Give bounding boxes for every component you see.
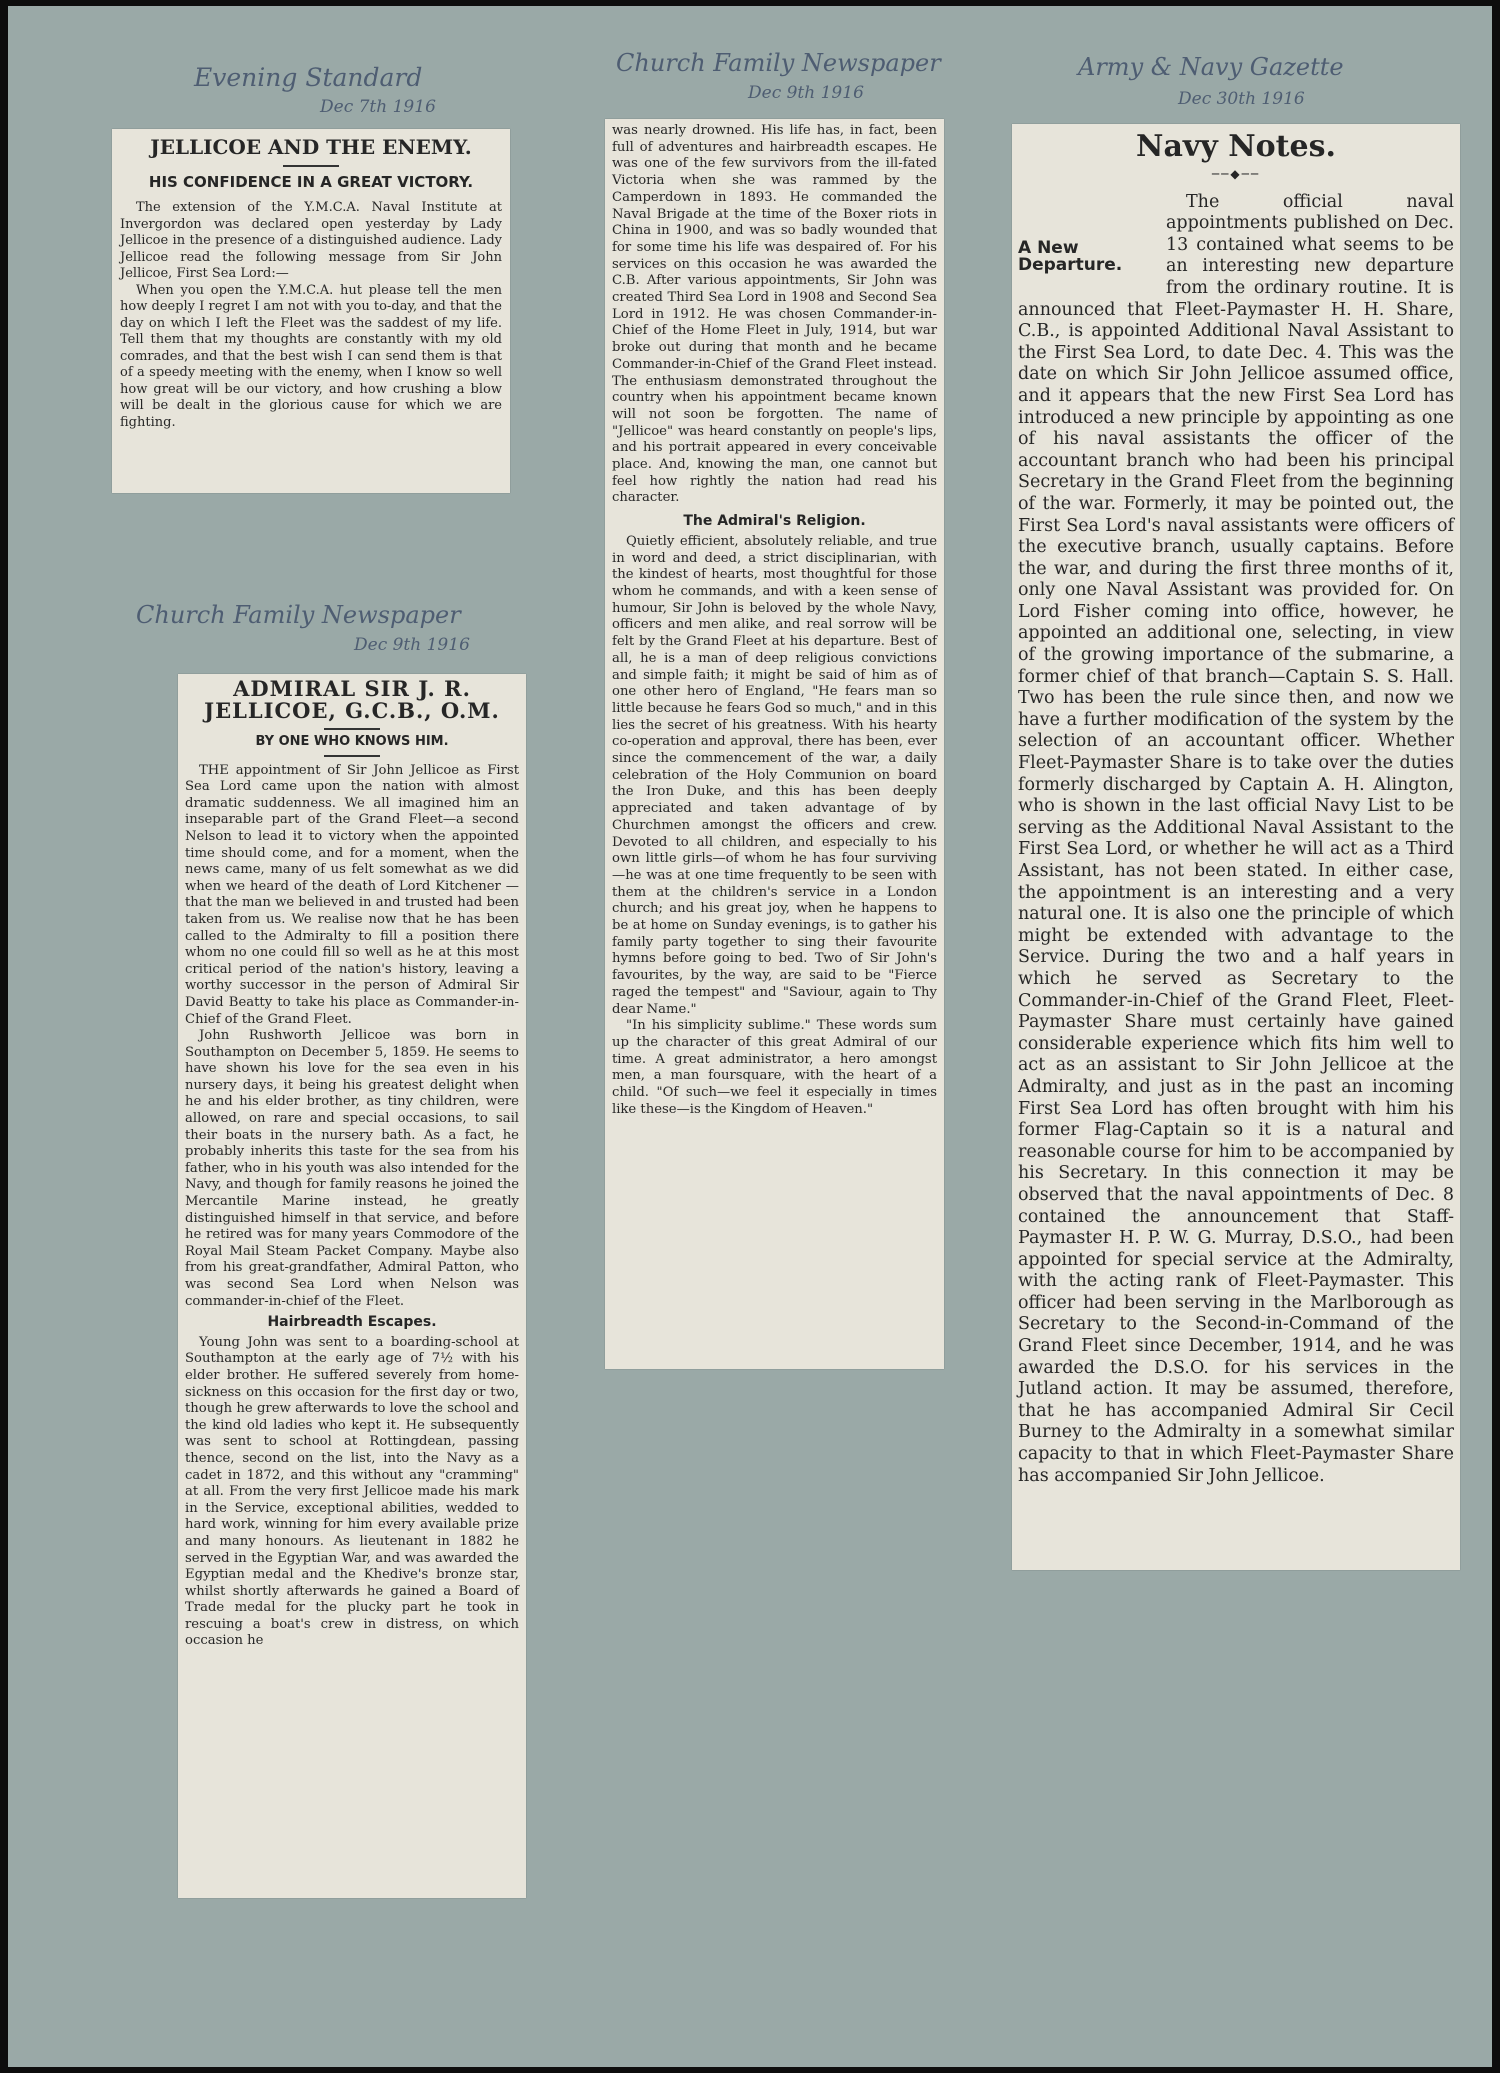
article-paragraph: When you open the Y.M.C.A. hut please tell the men how deeply I regret I am not with you to-day, and that the day on which I left the Fleet was the saddest of my life. Tell them that my thoughts are constantly with my old comrades, and that the best wish I can send them is that of a speedy meeting with the enemy, when I know so well how great will be our victory, and how crushing a blow will be dealt in the glorious cause for which we are fighting. [120, 282, 502, 430]
note-church-family-date-left: Dec 9th 1916 [354, 635, 470, 655]
clipping-admiral-jellicoe-part-2 [605, 119, 944, 1369]
note-church-family-date-top: Dec 9th 1916 [748, 83, 864, 103]
article-paragraph: John Rushworth Jellicoe was born in Southampton on December 5, 1859. He seems to have shown his love for the sea even in his nursery days, it being his greatest delight when he and his elder brother, as tiny children, were allowed, on rare and special occasions, to sail their boats in the nursery bath. As a fact, he probably inherits this taste for the sea from his father, who in his youth was also intended for the Navy, and though for family reasons he joined the Mercantile Marine instead, he greatly distinguished himself in that service, and before he retired was for many years Commodore of the Royal Mail Steam Packet Company. Maybe also from his great-grandfather, Admiral Patton, who was second Sea Lord when Nelson was commander-in-chief of the Fleet. [185, 1028, 519, 1309]
clipping-headline: Navy Notes. [1136, 129, 1336, 164]
article-paragraph: was nearly drowned. His life has, in fact, been full of adventures and hairbreadth escapes. He was one of the few survivors from the ill-fated Victoria when she was rammed by the Camperdown in 1893. He commanded the Naval Brigade at the time of the Boxer riots in China in 1900, and was so badly wounded that for some time his life was despaired of. For his services on this occasion he was awarded the C.B. After various appointments, Sir John was created Third Sea Lord in 1908 and Second Sea Lord in 1912. He was chosen Commander-in-Chief of the Home Fleet in July, 1914, but war broke out during that month and he became Commander-in-Chief of the Grand Fleet instead. The enthusiasm demonstrated throughout the country when his appointment became known will not soon be forgotten. The name of "Jellicoe" was heard constantly on people's lips, and his portrait appeared in every conceivable place. And, knowing the man, one cannot but feel how rightly the nation had read his character. [612, 123, 937, 506]
section-heading: Hairbreadth Escapes. [267, 1314, 437, 1331]
clipping-byline: BY ONE WHO KNOWS HIM. [255, 734, 449, 749]
article-paragraph: THE appointment of Sir John Jellicoe as First Sea Lord came upon the nation with almost dramatic suddenness. We all imagined him an inseparable part of the Grand Fleet—a second Nelson to lead it to victory when the appointed time should come, and for a moment, when the news came, many of us felt somewhat as we did when we heard of the death of Lord Kitchener — that the man we believed in and trusted had been taken from us. We realise now that he has been called to the Admiralty to fill a position there whom no one could fill so well as he at this most critical period of the nation's history, leaving a worthy successor in the person of Admiral Sir David Beatty to take his place as Commander-in-Chief of the Grand Fleet. [185, 762, 519, 1027]
divider [324, 755, 380, 757]
clipping-headline: JELLICOE AND THE ENEMY. [150, 135, 472, 159]
clipping-admiral-jellicoe-part-1 [178, 674, 526, 1898]
headline-line-2: JELLICOE, G.C.B., O.M. [204, 698, 500, 723]
side-heading: A New Departure. [1018, 237, 1123, 276]
clipping-jellicoe-and-the-enemy [112, 129, 510, 493]
scrapbook-page [8, 6, 1492, 2067]
note-army-navy-date: Dec 30th 1916 [1178, 89, 1305, 109]
clipping-navy-notes [1012, 124, 1460, 1570]
note-church-family-source-top: Church Family Newspaper [616, 49, 941, 77]
note-army-navy-source: Army & Navy Gazette [1078, 53, 1344, 81]
divider [324, 728, 380, 730]
note-church-family-source-left: Church Family Newspaper [136, 601, 461, 629]
clipping-headline [185, 678, 519, 722]
ornament-divider: ──◆── [1211, 167, 1261, 181]
article-paragraph: The extension of the Y.M.C.A. Naval Institute at Invergordon was declared open yesterday by Lady Jellicoe in the presence of a distinguished audience. Lady Jellicoe read the following message from Sir John Jellicoe, First Sea Lord:— [120, 200, 502, 281]
section-heading: The Admiral's Religion. [683, 513, 866, 530]
article-paragraph: Young John was sent to a boarding-school at Southampton at the early age of 7½ with his elder brother. He suffered severely from home-sickness on this occasion for the first day or two, though he grew afterwards to love the school and the kind old ladies who kept it. He subsequently was sent to school at Rottingdean, passing thence, second on the list, into the Navy as a cadet in 1872, and this without any "cramming" at all. From the very first Jellicoe made his mark in the Service, exceptional abilities, wedded to hard work, winning for him every available prize and many honours. As lieutenant in 1882 he served in the Egyptian War, and was awarded the Egyptian medal and the Khedive's bronze star, whilst shortly afterwards he gained a Board of Trade medal for the plucky part he took in rescuing a boat's crew in distress, on which occasion he [185, 1334, 519, 1649]
note-evening-standard-date: Dec 7th 1916 [320, 97, 436, 117]
headline-line-1: ADMIRAL SIR J. R. [233, 676, 471, 701]
article-paragraph: Quietly efficient, absolutely reliable, and true in word and deed, a strict disciplinarian, with the kindest of hearts, most thoughtful for those whom he commands, and with a keen sense of humour, Sir John is beloved by the whole Navy, officers and men alike, and real sorrow will be felt by the Grand Fleet at his departure. Best of all, he is a man of deep religious convictions and simple faith; it might be said of him as of one other hero of England, "He fears man so little because he fears God so much," and in this lies the secret of his greatness. With his hearty co-operation and approval, there has been, ever since the commencement of the war, a daily celebration of the Holy Communion on board the Iron Duke, and this has been deeply appreciated and taken advantage of by Churchmen amongst the officers and crew. Devoted to all children, and especially to his own little girls—of whom he has four surviving—he was at one time frequently to be seen with them at the children's service in a London church; and his great joy, when he happens to be at home on Sunday evenings, is to gather his family party together to sing their favourite hymns before going to bed. Two of Sir John's favourites, by the way, are said to be "Fierce raged the tempest" and "Saviour, again to Thy dear Name." [612, 533, 937, 1017]
article-paragraph: The official naval appointments published on Dec. 13 contained what seems to be an interesting new departure from the ordinary routine. It is announced that Fleet-Paymaster H. H. Share, C.B., is appointed Additional Naval Assistant to the First Sea Lord, to date Dec. 4. This was the date on which Sir John Jellicoe assumed office, and it appears that the new First Sea Lord has introduced a new principle by appointing as one of his naval assistants the officer of the accountant branch who had been his principal Secretary in the Grand Fleet from the beginning of the war. Formerly, it may be pointed out, the First Sea Lord's naval assistants were officers of the executive branch, usually captains. Before the war, and during the first three months of it, only one Naval Assistant was provided for. On Lord Fisher coming into office, however, he appointed an additional one, selecting, in view of the growing importance of the submarine, a former chief of that branch—Captain S. S. Hall. Two has been the rule since then, and now we have a further modification of the system by the selection of an accountant officer. Whether Fleet-Paymaster Share is to take over the duties formerly discharged by Captain A. H. Alington, who is shown in the last official Navy List to be serving as the Additional Naval Assistant to the First Sea Lord, or whether he will act as a Third Assistant, has not been stated. In either case, the appointment is an interesting and a very natural one. It is also one the principle of which might be extended with advantage to the Service. During the two and a half years in which he served as Secretary to the Commander-in-Chief of the Grand Fleet, Fleet-Paymaster Share must certainly have gained considerable experience which fits him well to act as an assistant to Sir John Jellicoe at the Admiralty, and just as in the past an incoming First Sea Lord has often brought with him his former Flag-Captain so it is a natural and reasonable course for him to be accompanied by his Secretary. In this connection it may be observed that the naval appointments of Dec. 8 contained the announcement that Staff-Paymaster H. P. W. G. Murray, D.S.O., had been appointed for special service at the Admiralty, with the acting rank of Fleet-Paymaster. This officer had been serving in the Marlborough as Secretary to the Second-in-Command of the Grand Fleet since December, 1914, and he was awarded the D.S.O. for his services in the Jutland action. It may be assumed, therefore, that he has accompanied Admiral Sir Cecil Burney to the Admiralty in a somewhat similar capacity to that in which Fleet-Paymaster Share has accompanied Sir John Jellicoe. [1018, 191, 1454, 1486]
note-evening-standard-source: Evening Standard [194, 63, 423, 92]
clipping-subhead: HIS CONFIDENCE IN A GREAT VICTORY. [148, 173, 474, 191]
article-paragraph: "In his simplicity sublime." These words sum up the character of this great Admiral of our time. A great administrator, a hero amongst men, a man foursquare, with the heart of a child. "Of such—we feel it especially in times like these—is the Kingdom of Heaven." [612, 1018, 937, 1117]
divider [283, 165, 339, 167]
